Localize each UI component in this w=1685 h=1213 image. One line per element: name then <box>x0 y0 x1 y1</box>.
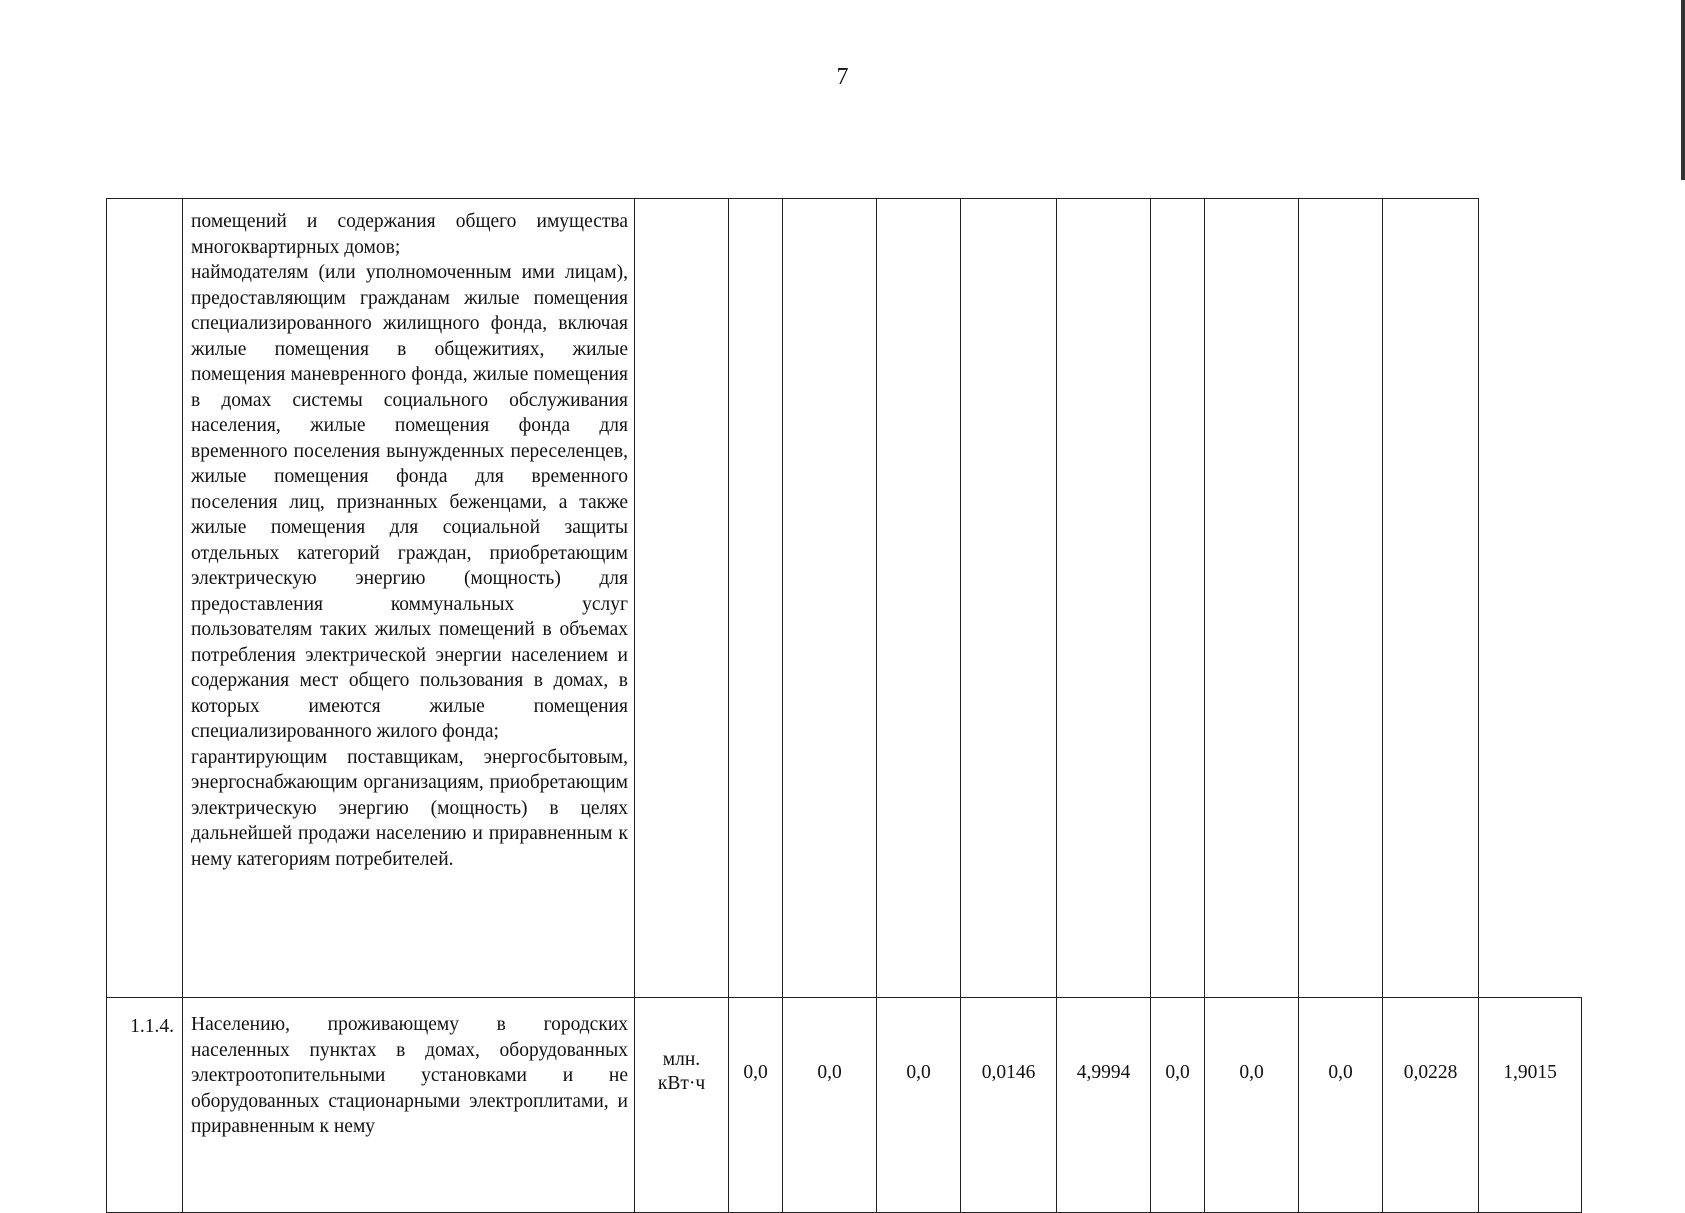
row-number-cell <box>107 199 183 998</box>
description-paragraph: наймодателям (или уполномоченным ими лицам), предоставляющим гражданам жилые помещения специализированного жилищного фонда, включая жилые помещения в общежитиях, жилые помещения маневренного фонда, жилые помещения в домах системы социального обслуживания населения, жилые помещения фонда для временного поселения вынужденных переселенцев, жилые помещения фонда для временного поселения лиц, признанных беженцами, а также жилые помещения для социальной защиты отдельных категорий граждан, приобретающим электрическую энергию (мощность) для предоставления коммунальных услуг пользователям таких жилых помещений в объемах потребления электрической энергии населением и содержания мест общего пользования в домах, в которых имеются жилые помещения специализированного жилого фонда; <box>191 262 628 742</box>
data-table <box>106 198 1582 1213</box>
value-cell <box>1057 199 1151 998</box>
scan-edge-mark <box>1681 0 1685 180</box>
unit-line: млн. <box>662 1049 701 1070</box>
description-cell: Населению, проживающему в городских населенных пунктах в домах, оборудованных электроотопительными установками и не оборудованных стационарными электроплитами, и приравненным к нему <box>183 998 635 1213</box>
value-cell <box>783 199 877 998</box>
page-number: 7 <box>836 64 849 90</box>
row-number-cell: 1.1.4. <box>107 998 183 1213</box>
value-cell <box>961 199 1057 998</box>
value-cell: 4,9994 <box>1057 998 1151 1213</box>
value-cell <box>729 199 783 998</box>
value-cell <box>1151 199 1205 998</box>
value-cell <box>1383 199 1479 998</box>
description-cell <box>183 199 635 998</box>
table-row <box>107 998 1582 1213</box>
value-cell <box>877 199 961 998</box>
table-row <box>107 199 1582 998</box>
unit-cell <box>635 199 729 998</box>
value-cell: 0,0228 <box>1383 998 1479 1213</box>
value-cell <box>1205 199 1299 998</box>
value-cell: 0,0 <box>729 998 783 1213</box>
unit-cell <box>635 998 729 1213</box>
value-cell: 0,0 <box>1151 998 1205 1213</box>
description-paragraph: помещений и содержания общего имущества многоквартирных домов; <box>191 211 628 258</box>
value-cell: 0,0146 <box>961 998 1057 1213</box>
value-cell: 0,0 <box>877 998 961 1213</box>
unit-line: кВт·ч <box>657 1073 706 1094</box>
value-cell: 0,0 <box>783 998 877 1213</box>
description-paragraph: гарантирующим поставщикам, энергосбытовым, энергоснабжающим организациям, приобретающим электрическую энергию (мощность) в целях дальнейшей продажи населению и приравненным к нему категориям потребителей. <box>191 746 628 870</box>
value-cell: 1,9015 <box>1479 998 1582 1213</box>
value-cell: 0,0 <box>1205 998 1299 1213</box>
value-cell <box>1299 199 1383 998</box>
value-cell: 0,0 <box>1299 998 1383 1213</box>
